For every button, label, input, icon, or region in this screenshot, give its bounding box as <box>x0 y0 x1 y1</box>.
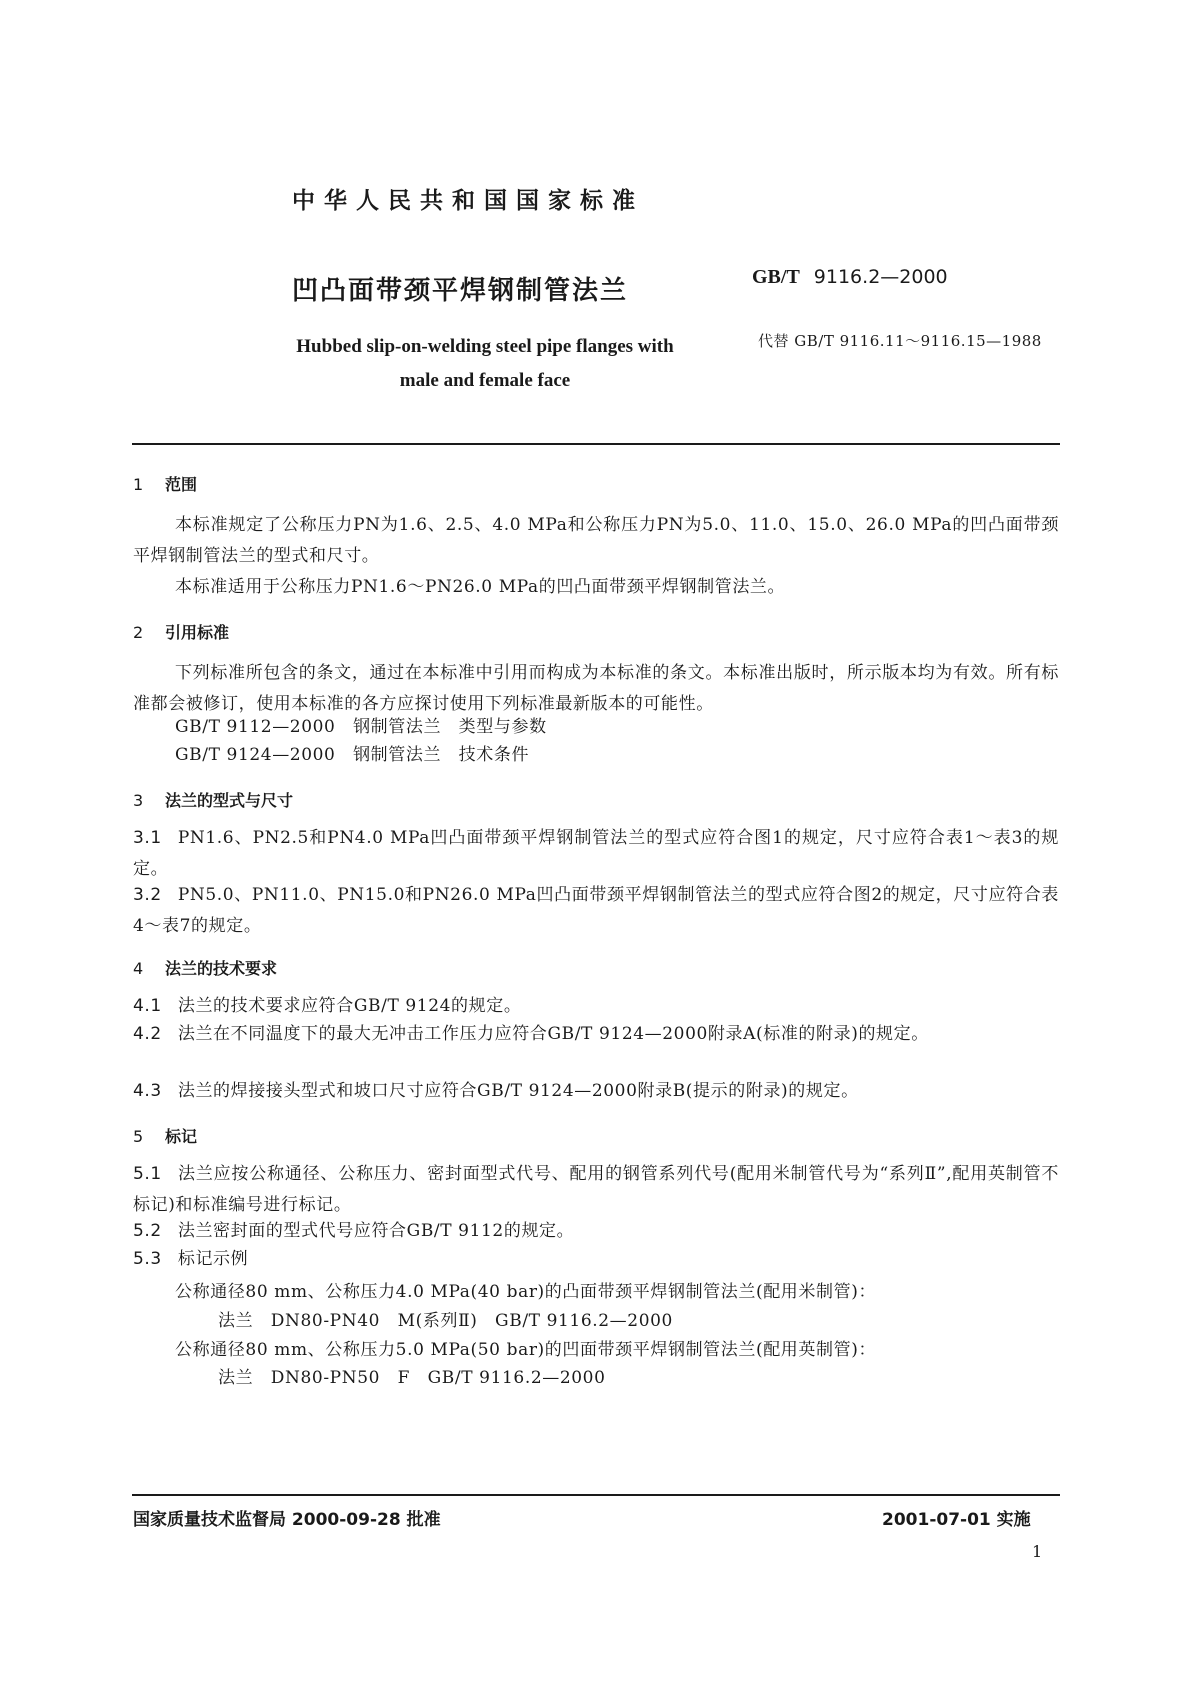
footer-divider <box>132 1494 1060 1496</box>
approval-statement: 国家质量技术监督局 2000-09-28 批准 <box>133 1510 441 1530</box>
section-heading-marking: 5 标记 <box>133 1127 198 1146</box>
references-paragraph: 下列标准所包含的条文，通过在本标准中引用而构成为本标准的条文。本标准出版时，所示版本均为有效。所有标准都会被修订，使用本标准的各方应探讨使用下列标准最新版本的可能性。 <box>133 663 1059 714</box>
section-heading-type-dimensions: 3 法兰的型式与尺寸 <box>133 791 294 810</box>
standard-prefix: GB/T <box>752 266 800 288</box>
section-heading-scope: 1 范围 <box>133 475 198 494</box>
document-title-cn: 凹凸面带颈平焊钢制管法兰 <box>292 276 629 306</box>
clause-4-3: 4.3 法兰的焊接接头型式和坡口尺寸应符合GB/T 9124—2000附录B(提示的附录)的规定。 <box>133 1081 859 1101</box>
marking-example-1-description: 公称通径80 mm、公称压力4.0 MPa(40 bar)的凸面带颈平焊钢制管法兰(配用米制管)： <box>175 1282 877 1302</box>
marking-example-1-mark: 法兰 DN80-PN40 M(系列Ⅱ) GB/T 9116.2—2000 <box>218 1311 673 1331</box>
clause-5-3: 5.3 标记示例 <box>133 1249 249 1269</box>
scope-paragraph-2: 本标准适用于公称压力PN1.6～PN26.0 MPa的凹凸面带颈平焊钢制管法兰。 <box>175 577 786 597</box>
reference-item: GB/T 9124—2000 钢制管法兰 技术条件 <box>175 745 530 765</box>
clause-3-2: 3.2 PN5.0、PN11.0、PN15.0和PN26.0 MPa凹凸面带颈平焊钢制管法兰的型式应符合图2的规定，尺寸应符合表4～表7的规定。 <box>133 885 1059 936</box>
clause-5-2: 5.2 法兰密封面的型式代号应符合GB/T 9112的规定。 <box>133 1221 575 1241</box>
implementation-date: 2001-07-01 实施 <box>882 1510 1031 1530</box>
page-number: 1 <box>1032 1542 1043 1561</box>
replaces-note: 代替 GB/T 9116.11～9116.15—1988 <box>758 332 1042 350</box>
clause-3-1: 3.1 PN1.6、PN2.5和PN4.0 MPa凹凸面带颈平焊钢制管法兰的型式应符合图1的规定，尺寸应符合表1～表3的规定。 <box>133 828 1059 879</box>
standard-number <box>752 266 948 289</box>
marking-example-2-description: 公称通径80 mm、公称压力5.0 MPa(50 bar)的凹面带颈平焊钢制管法兰(配用英制管)： <box>175 1340 877 1360</box>
section-heading-technical-requirements: 4 法兰的技术要求 <box>133 959 278 978</box>
clause-4-2: 4.2 法兰在不同温度下的最大无冲击工作压力应符合GB/T 9124—2000附录A(标准的附录)的规定。 <box>133 1024 929 1044</box>
marking-example-2-mark: 法兰 DN80-PN50 F GB/T 9116.2—2000 <box>218 1368 606 1388</box>
header-divider <box>132 443 1060 445</box>
section-heading-references: 2 引用标准 <box>133 623 230 642</box>
reference-item: GB/T 9112—2000 钢制管法兰 类型与参数 <box>175 717 547 737</box>
national-standard-heading: 中华人民共和国国家标准 <box>292 188 644 214</box>
document-title-en: Hubbed slip-on-welding steel pipe flanges with male and female face <box>296 336 674 391</box>
clause-4-1: 4.1 法兰的技术要求应符合GB/T 9124的规定。 <box>133 996 522 1016</box>
clause-5-1: 5.1 法兰应按公称通径、公称压力、密封面型式代号、配用的钢管系列代号(配用米制管代号为“系列Ⅱ”,配用英制管不标记)和标准编号进行标记。 <box>133 1164 1059 1215</box>
scope-paragraph-1: 本标准规定了公称压力PN为1.6、2.5、4.0 MPa和公称压力PN为5.0、11.0、15.0、26.0 MPa的凹凸面带颈平焊钢制管法兰的型式和尺寸。 <box>133 515 1059 566</box>
standard-code: 9116.2—2000 <box>813 266 948 288</box>
